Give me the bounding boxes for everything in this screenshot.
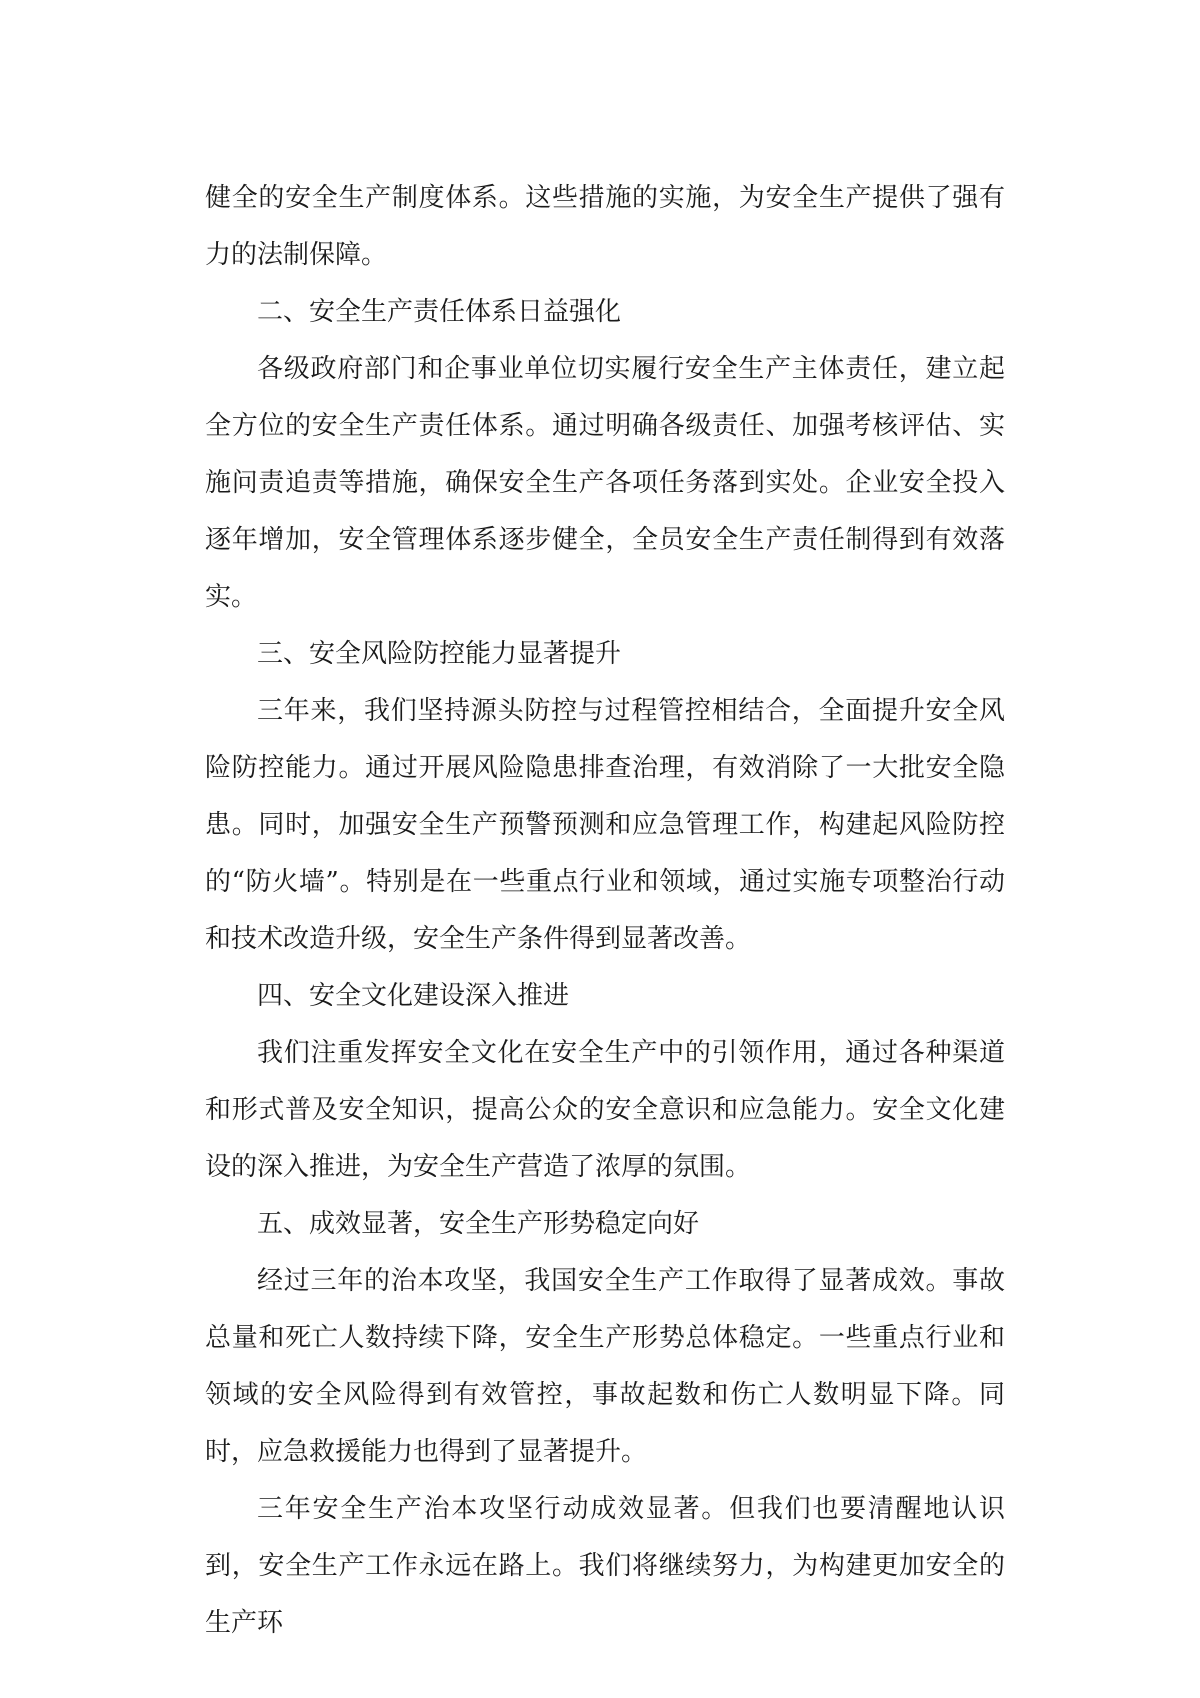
paragraph-responsibility: 各级政府部门和企事业单位切实履行安全生产主体责任，建立起全方位的安全生产责任体系。通过明确各级责任、加强考核评估、实施问责追责等措施，确保安全生产各项任务落到实处。企业安全投入逐年增加，安全管理体系逐步健全，全员安全生产责任制得到有效落实。 [205, 354, 1005, 612]
paragraph-continuation: 健全的安全生产制度体系。这些措施的实施，为安全生产提供了强有力的法制保障。 [205, 183, 1005, 270]
paragraph-safety-culture: 我们注重发挥安全文化在安全生产中的引领作用，通过各种渠道和形式普及安全知识，提高公众的安全意识和应急能力。安全文化建设的深入推进，为安全生产营造了浓厚的氛围。 [205, 1038, 1005, 1182]
paragraph-risk-control: 三年来，我们坚持源头防控与过程管控相结合，全面提升安全风险防控能力。通过开展风险隐患排查治理，有效消除了一大批安全隐患。同时，加强安全生产预警预测和应急管理工作，构建起风险防控的“防火墙”。特别是在一些重点行业和领域，通过实施专项整治行动和技术改造升级，安全生产条件得到显著改善。 [205, 696, 1005, 954]
document-body [205, 170, 1005, 1652]
paragraph-conclusion: 三年安全生产治本攻坚行动成效显著。但我们也要清醒地认识到，安全生产工作永远在路上。我们将继续努力，为构建更加安全的生产环 [205, 1494, 1005, 1638]
section-heading-4: 四、安全文化建设深入推进 [257, 981, 570, 1011]
paragraph-results: 经过三年的治本攻坚，我国安全生产工作取得了显著成效。事故总量和死亡人数持续下降，安全生产形势总体稳定。一些重点行业和领域的安全风险得到有效管控，事故起数和伤亡人数明显下降。同时，应急救援能力也得到了显著提升。 [205, 1266, 1005, 1467]
section-heading-2: 二、安全生产责任体系日益强化 [257, 297, 622, 327]
section-heading-3: 三、安全风险防控能力显著提升 [257, 639, 622, 669]
section-heading-5: 五、成效显著，安全生产形势稳定向好 [257, 1209, 700, 1239]
